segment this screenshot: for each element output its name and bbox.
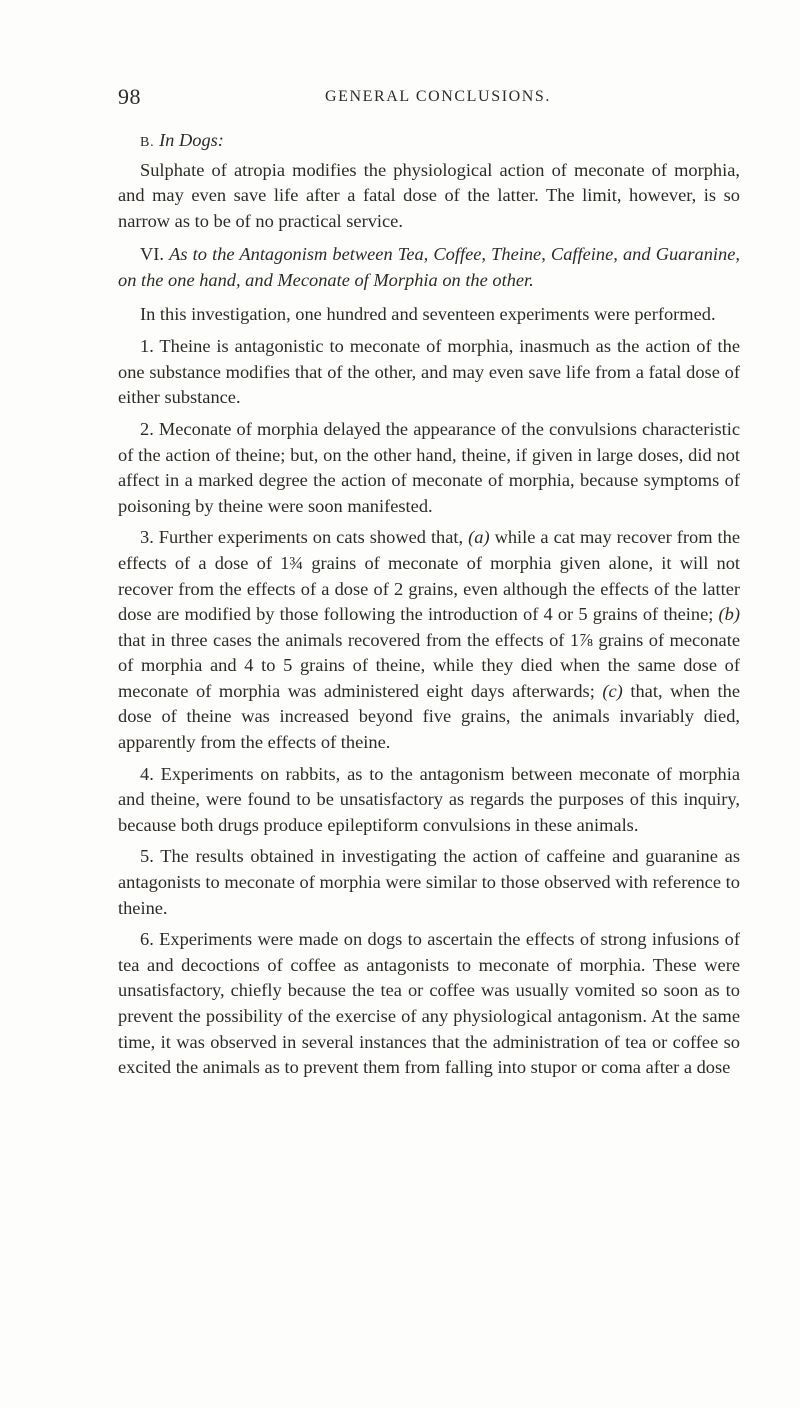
item-text-part-3: that in three cases the animals recovered from the effects of 1⅞ grains of meconate of morphia and 4 to 5 grains of theine, while they died when the same dose of meconate of morphia was administered eight days afterwards; (118, 629, 740, 701)
section-numeral: VI. (140, 244, 165, 265)
conclusion-item-1 (118, 334, 740, 411)
running-title: GENERAL CONCLUSIONS. (324, 88, 552, 105)
item-text-part-2: while a cat may recover from the effects of a dose of 1¾ grains of meconate of morphia given alone, it will not recover from the effects of a dose of 2 grains, even although the effects of the latter dose are modified by those following the introduction of 4 or 5 grains of theine; (118, 527, 740, 625)
subsection-b-paragraph: Sulphate of atropia modifies the physiological action of meconate of morphia, and may even save life after a fatal dose of the latter. The limit, however, is so narrow as to be of no practical service. (118, 159, 740, 231)
item-number: 6. (140, 929, 154, 950)
conclusion-item-6 (118, 927, 740, 1081)
running-head (118, 84, 738, 114)
item-text: Experiments were made on dogs to ascertain the effects of strong infusions of tea and decoctions of coffee as antagonists to meconate of morphia. These were unsatisfactory, chiefly because the tea or coffee was usually vomited so soon as to prevent the possibility of the exercise of any physiological antagonism. At the same time, it was observed in several instances that the administration of tea or coffee so excited the animals as to prevent them from falling into stupor or coma after a dose (118, 929, 740, 1078)
enumeration-mark-a: (a) (468, 527, 490, 548)
item-text-part-1: Further experiments on cats showed that, (158, 527, 469, 548)
item-text: Experiments on rabbits, as to the antagonism between meconate of morphia and theine, were found to be unsatisfactory as regards the purposes of this inquiry, because both drugs produce epileptiform convulsions in these animals. (118, 763, 740, 835)
item-text: Meconate of morphia delayed the appearance of the convulsions characteristic of the action of theine; but, on the other hand, theine, if given in large doses, did not affect in a marked degree the action of meconate of morphia, because symptoms of poisoning by theine were soon manifested. (118, 418, 740, 516)
item-text-part-4: that, when the dose of theine was increased beyond five grains, the animals invariably died, apparently from the effects of theine. (118, 680, 740, 753)
subsection-title: In Dogs: (159, 130, 224, 150)
item-text: The results obtained in investigating the action of caffeine and guaranine as antagonists to meconate of morphia were similar to those observed with reference to theine. (118, 846, 740, 918)
item-number: 2. (140, 418, 154, 439)
item-number: 1. (140, 336, 154, 357)
item-number: 5. (140, 846, 154, 867)
conclusion-item-4 (118, 762, 740, 839)
conclusion-item-5 (118, 844, 740, 921)
enumeration-mark-b: (b) (718, 604, 740, 625)
item-number: 3. (140, 527, 154, 548)
conclusion-item-3 (118, 525, 740, 755)
subsection-label: B. (140, 135, 155, 150)
item-text: Theine is antagonistic to meconate of morphia, inasmuch as the action of the one substance modifies that of the other, and may even save life from a fatal dose of either substance. (118, 336, 740, 408)
conclusion-item-2 (118, 417, 740, 519)
enumeration-mark-c: (c) (602, 680, 623, 701)
subsection-heading-b (118, 128, 740, 156)
section-intro-paragraph: In this investigation, one hundred and seventeen experiments were performed. (140, 303, 716, 324)
section-title: As to the Antagonism between Tea, Coffee, Theine, Caffeine, and Guaranine, on the one hand, and Meconate of Morphia on the other. (118, 244, 740, 290)
item-number: 4. (140, 763, 154, 784)
page-number: 98 (118, 84, 141, 109)
body-text (118, 128, 740, 1081)
section-heading-vi (118, 242, 740, 293)
